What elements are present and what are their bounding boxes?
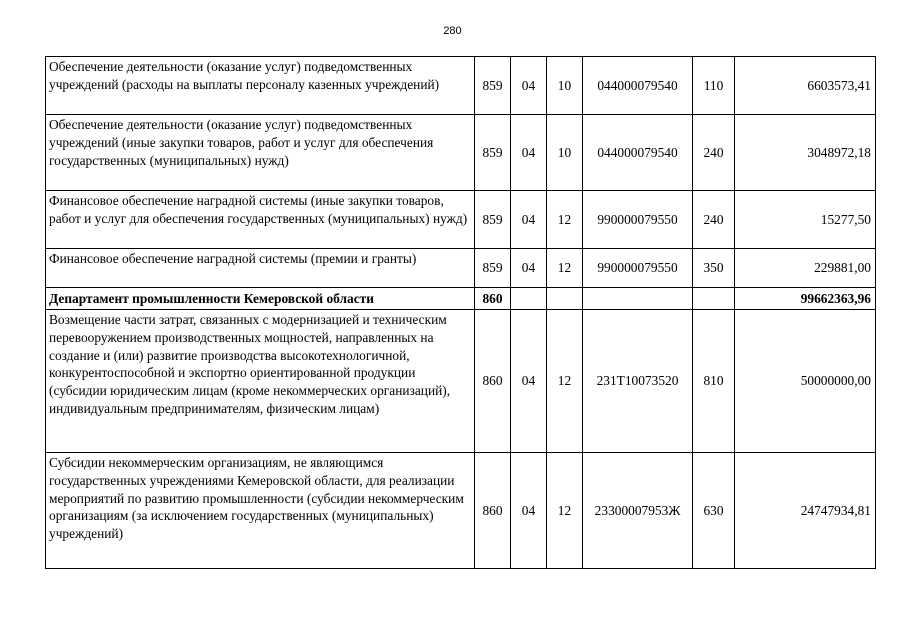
target-article-code: 990000079550 (583, 249, 693, 288)
subsection-code: 12 (547, 310, 583, 453)
amount: 24747934,81 (735, 453, 876, 569)
row-name: Финансовое обеспечение наградной системы (премии и гранты) (46, 249, 475, 288)
table-row (46, 57, 876, 115)
subsection-code: 12 (547, 249, 583, 288)
row-name: Субсидии некоммерческим организациям, не являющимся государственных учреждениями Кемеровской области, для реализации мероприятий по развитию промышленности (субсидии некоммерческим организациям (за исключением государственных (муниципальных) учреждений) (46, 453, 475, 569)
subsection-code (547, 288, 583, 310)
section-code (511, 288, 547, 310)
section-code: 04 (511, 310, 547, 453)
subsection-code: 10 (547, 57, 583, 115)
row-name: Финансовое обеспечение наградной системы (иные закупки товаров, работ и услуг для обеспечения государственных (муниципальных) нужд) (46, 191, 475, 249)
ministry-code: 859 (475, 57, 511, 115)
row-name: Обеспечение деятельности (оказание услуг) подведомственных учреждений (иные закупки товаров, работ и услуг для обеспечения государственных (муниципальных) нужд) (46, 115, 475, 191)
target-article-code: 231Т10073520 (583, 310, 693, 453)
subsection-code: 12 (547, 453, 583, 569)
section-code: 04 (511, 57, 547, 115)
section-code: 04 (511, 115, 547, 191)
target-article-code: 044000079540 (583, 115, 693, 191)
ministry-code: 860 (475, 288, 511, 310)
budget-table (45, 56, 876, 569)
row-name: Возмещение части затрат, связанных с модернизацией и техническим перевооружением производственных мощностей, направленных на создание и (или) развитие производства высокотехнологичной, конкурентоспособной и экспортно ориентированной продукции (субсидии юридическим лицам (кроме некоммерческих организаций), индивидуальным предпринимателям, физическим лицам) (46, 310, 475, 453)
amount: 15277,50 (735, 191, 876, 249)
table-row (46, 115, 876, 191)
target-article-code: 990000079550 (583, 191, 693, 249)
expense-type-code: 240 (693, 191, 735, 249)
ministry-code: 859 (475, 115, 511, 191)
amount: 6603573,41 (735, 57, 876, 115)
department-row (46, 288, 876, 310)
ministry-code: 860 (475, 453, 511, 569)
page-number: 280 (443, 25, 462, 37)
expense-type-code: 630 (693, 453, 735, 569)
expense-type-code (693, 288, 735, 310)
target-article-code: 23300007953Ж (583, 453, 693, 569)
table-row (46, 191, 876, 249)
table-row (46, 453, 876, 569)
expense-type-code: 110 (693, 57, 735, 115)
amount: 50000000,00 (735, 310, 876, 453)
subsection-code: 10 (547, 115, 583, 191)
table-row (46, 249, 876, 288)
department-name: Департамент промышленности Кемеровской области (46, 288, 475, 310)
department-total-amount: 99662363,96 (735, 288, 876, 310)
amount: 3048972,18 (735, 115, 876, 191)
section-code: 04 (511, 249, 547, 288)
amount: 229881,00 (735, 249, 876, 288)
expense-type-code: 350 (693, 249, 735, 288)
row-name: Обеспечение деятельности (оказание услуг) подведомственных учреждений (расходы на выплаты персоналу казенных учреждений) (46, 57, 475, 115)
expense-type-code: 240 (693, 115, 735, 191)
section-code: 04 (511, 191, 547, 249)
ministry-code: 859 (475, 249, 511, 288)
ministry-code: 859 (475, 191, 511, 249)
ministry-code: 860 (475, 310, 511, 453)
section-code: 04 (511, 453, 547, 569)
table-row (46, 310, 876, 453)
target-article-code (583, 288, 693, 310)
expense-type-code: 810 (693, 310, 735, 453)
target-article-code: 044000079540 (583, 57, 693, 115)
subsection-code: 12 (547, 191, 583, 249)
